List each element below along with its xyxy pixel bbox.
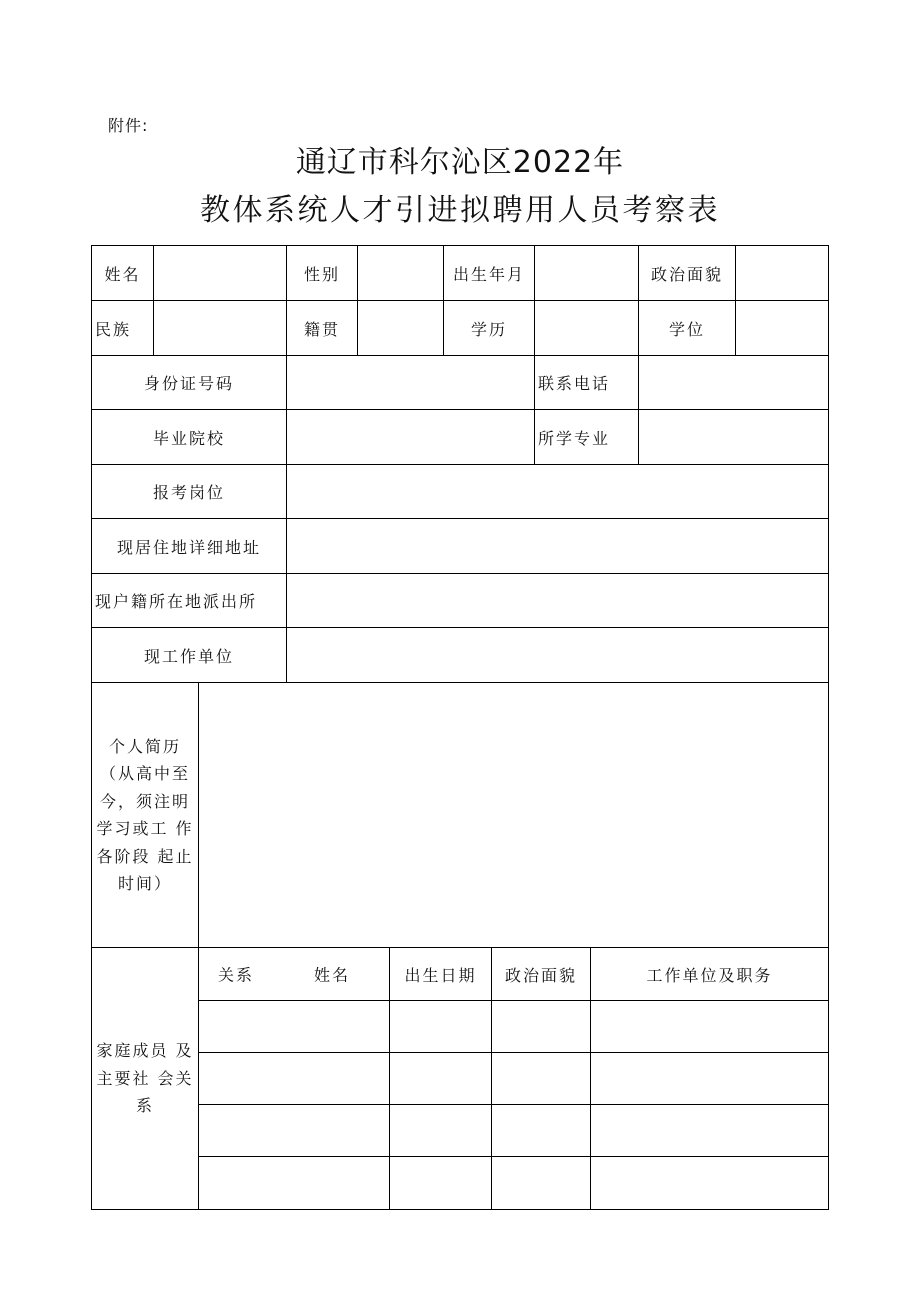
degree-value-cell[interactable] <box>736 301 829 356</box>
school-label: 毕业院校 <box>92 410 287 465</box>
address-label: 现居住地详细地址 <box>92 519 287 574</box>
political-status-label: 政治面貌 <box>639 246 736 301</box>
phone-value-cell[interactable] <box>639 356 829 410</box>
phone-label: 联系电话 <box>535 356 639 410</box>
family-row-birth-date-cell[interactable] <box>390 1157 492 1210</box>
applied-position-value-cell[interactable] <box>287 465 829 519</box>
family-row-work-cell[interactable] <box>591 1053 829 1105</box>
family-row-political-cell[interactable] <box>492 1053 591 1105</box>
family-row-work-cell[interactable] <box>591 1157 829 1210</box>
applied-position-label: 报考岗位 <box>92 465 287 519</box>
inspection-form-table <box>91 245 829 1210</box>
resume-label-line: 各阶段 起止 <box>96 846 194 866</box>
education-label: 学历 <box>444 301 535 356</box>
ethnicity-value-cell[interactable] <box>154 301 287 356</box>
family-row-birth-date-cell[interactable] <box>390 1001 492 1053</box>
native-place-value-cell[interactable] <box>358 301 444 356</box>
family-label <box>92 948 199 1210</box>
birth-month-label: 出生年月 <box>444 246 535 301</box>
major-label: 所学专业 <box>535 410 639 465</box>
native-place-label: 籍贯 <box>287 301 358 356</box>
family-row-work-cell[interactable] <box>591 1105 829 1157</box>
family-header-political: 政治面貌 <box>492 948 591 1001</box>
gender-label: 性别 <box>287 246 358 301</box>
school-value-cell[interactable] <box>287 410 535 465</box>
family-row-birth-date-cell[interactable] <box>390 1105 492 1157</box>
family-header-work: 工作单位及职务 <box>591 948 829 1001</box>
employer-label: 现工作单位 <box>92 628 287 683</box>
resume-label-line: （从高中至 <box>99 764 190 783</box>
police-station-label: 现户籍所在地派出所 <box>92 574 287 628</box>
resume-label <box>92 683 199 948</box>
resume-label-line: 学习或工 作 <box>96 819 194 838</box>
family-label-line: 主要社 会关 <box>96 1068 194 1088</box>
employer-value-cell[interactable] <box>287 628 829 683</box>
major-value-cell[interactable] <box>639 410 829 465</box>
birth-month-value-cell[interactable] <box>535 246 639 301</box>
family-row-relation-name-cell[interactable] <box>199 1053 390 1105</box>
ethnicity-label: 民族 <box>92 301 154 356</box>
police-station-value-cell[interactable] <box>287 574 829 628</box>
name-value-cell[interactable] <box>154 246 287 301</box>
attachment-label: 附件: <box>108 116 149 135</box>
resume-label-line: 今，须注明 <box>99 791 190 811</box>
gender-value-cell[interactable] <box>358 246 444 301</box>
address-value-cell[interactable] <box>287 519 829 574</box>
id-number-label: 身份证号码 <box>92 356 287 410</box>
family-row-birth-date-cell[interactable] <box>390 1053 492 1105</box>
resume-label-line: 个人简历 <box>108 736 181 756</box>
family-row-relation-name-cell[interactable] <box>199 1001 390 1053</box>
family-header-relation-name <box>199 948 390 1001</box>
family-label-line: 系 <box>135 1096 154 1116</box>
name-label: 姓名 <box>92 246 154 301</box>
family-row-political-cell[interactable] <box>492 1001 591 1053</box>
title-line-2: 教体系统人才引进拟聘用人员考察表 <box>200 193 720 228</box>
family-row-relation-name-cell[interactable] <box>199 1105 390 1157</box>
family-row-relation-name-cell[interactable] <box>199 1157 390 1210</box>
family-header-relation: 关系 <box>218 965 255 985</box>
education-value-cell[interactable] <box>535 301 639 356</box>
political-status-value-cell[interactable] <box>736 246 829 301</box>
family-row-political-cell[interactable] <box>492 1105 591 1157</box>
family-header-birth-date: 出生日期 <box>390 948 492 1001</box>
family-label-line: 家庭成员 及 <box>96 1041 194 1061</box>
id-number-value-cell[interactable] <box>287 356 535 410</box>
title-line-1: 通辽市科尔沁区2022年 <box>295 145 625 180</box>
family-row-work-cell[interactable] <box>591 1001 829 1053</box>
family-row-political-cell[interactable] <box>492 1157 591 1210</box>
family-header-name: 姓名 <box>314 965 351 985</box>
resume-label-line: 时间） <box>117 874 172 893</box>
degree-label: 学位 <box>639 301 736 356</box>
resume-value-cell[interactable] <box>199 683 829 948</box>
